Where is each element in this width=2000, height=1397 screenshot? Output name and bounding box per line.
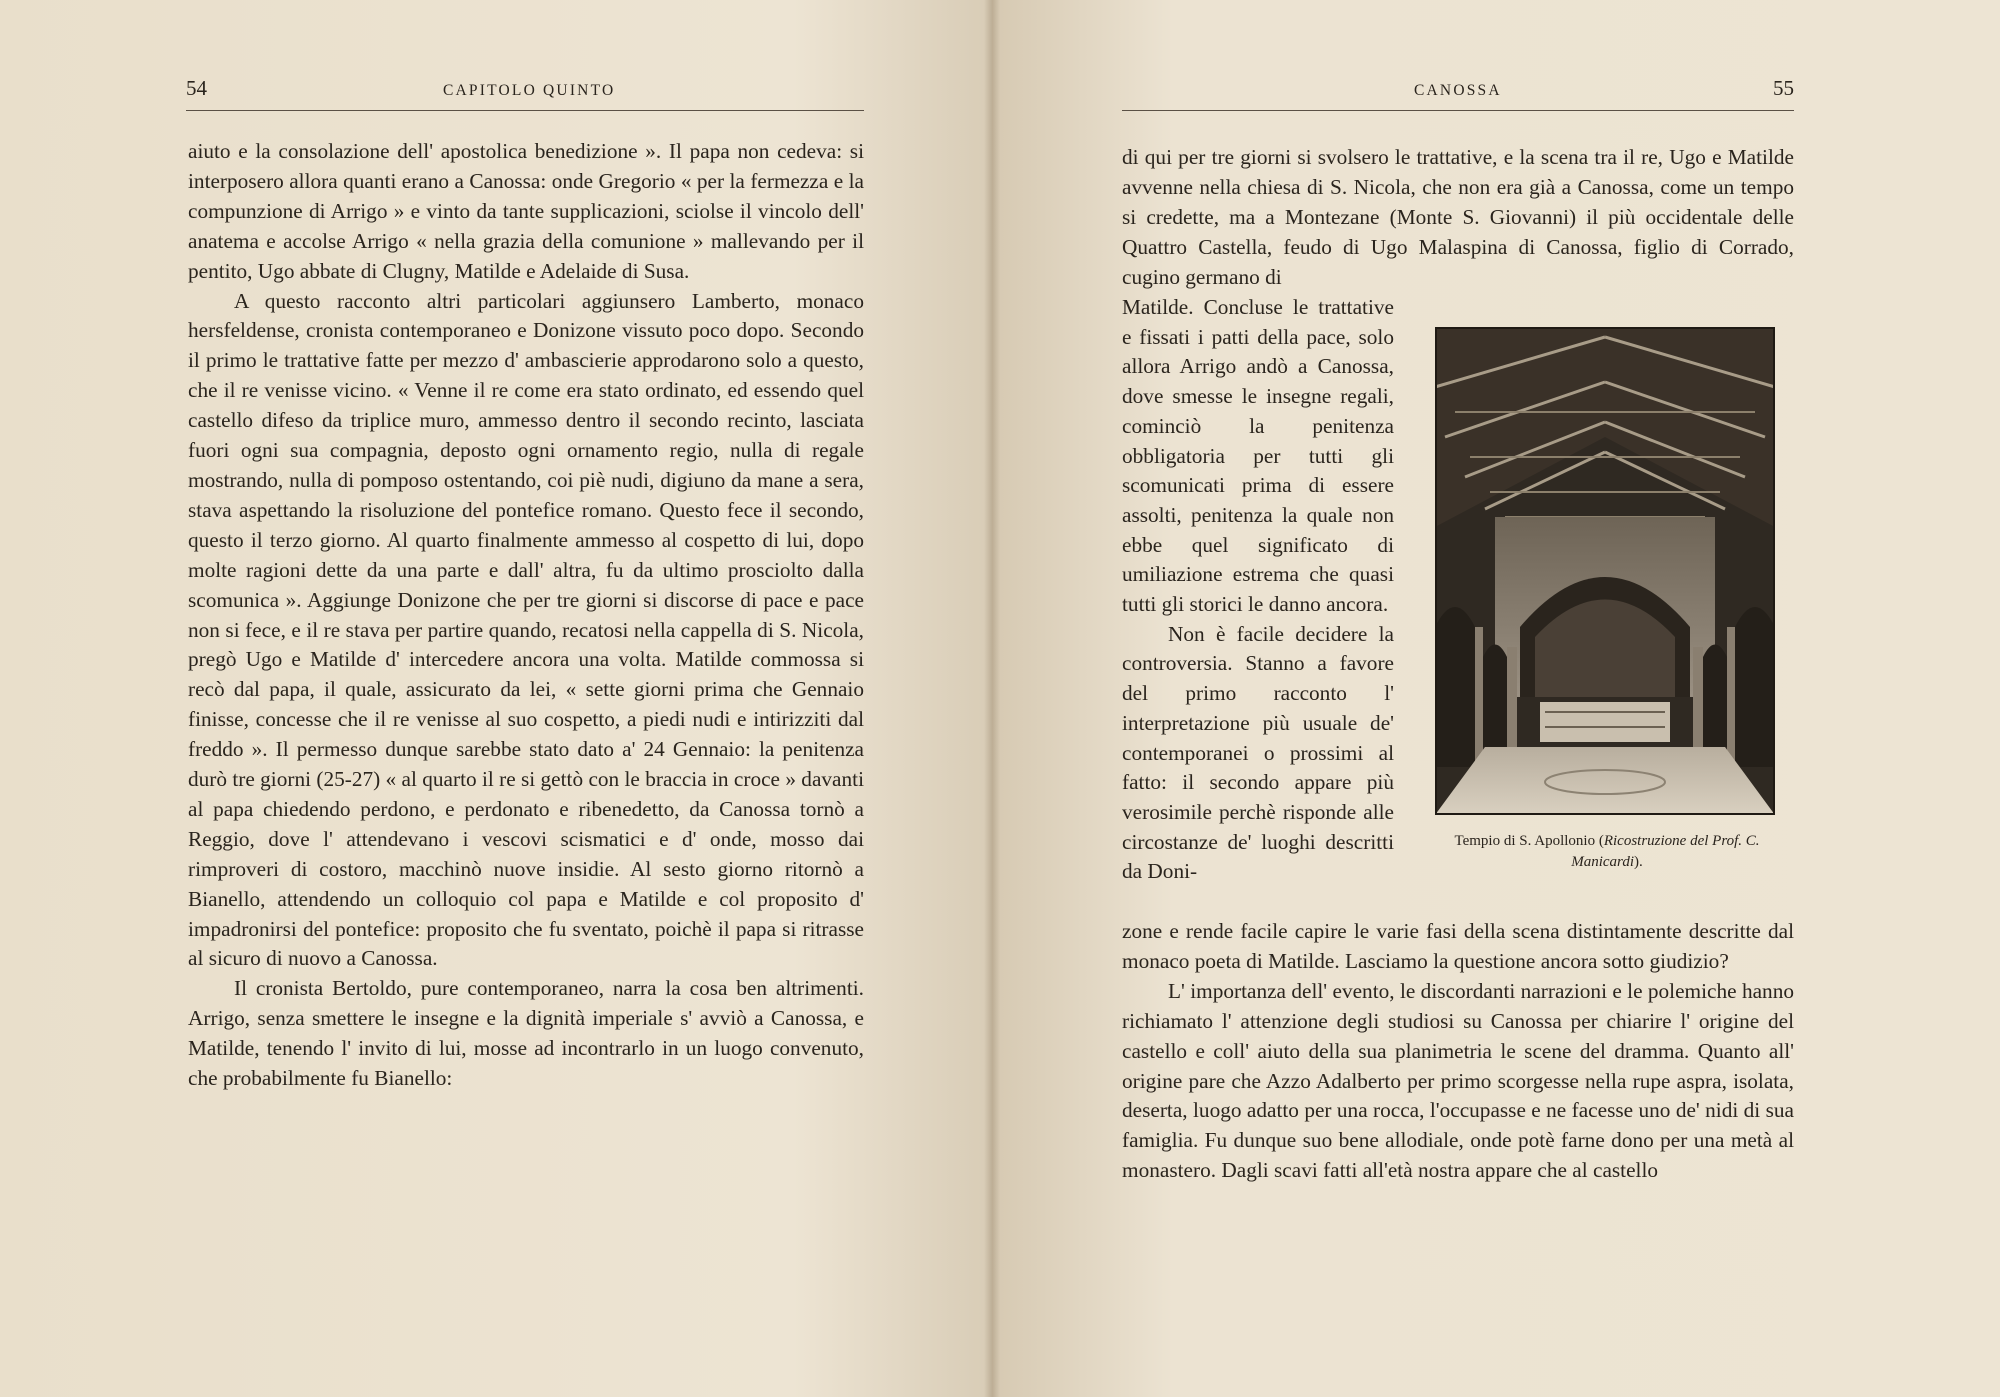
right-page-side-text xyxy=(1122,293,1394,887)
church-interior-illustration xyxy=(1435,327,1775,815)
left-page xyxy=(0,0,992,1397)
caption-text: Tempio di S. Apollonio ( xyxy=(1454,833,1604,849)
paragraph: Non è facile decidere la controversia. Stanno a favore del primo racconto l' interpretazione più usuale de' contemporanei o prossimi al fatto: il secondo appare più verosimile perchè risponde alle circostanze de' luoghi descritti da Doni- xyxy=(1122,621,1394,884)
caption-credit: Ricostruzione del Prof. C. Manicardi xyxy=(1571,833,1760,870)
left-page-body xyxy=(188,137,864,1094)
paragraph: L' importanza dell' evento, le discordanti narrazioni e le polemiche hanno richiamato l' attenzione degli studiosi su Canossa per chiarire l' origine del castello e coll' aiuto della sua planimetria le scene del dramma. Quanto all' origine pare che Azzo Adalberto per primo scorgesse nella rupe aspra, isolata, deserta, luogo adatto per una rocca, l'occupasse e ne facesse uno de' nidi di sua famiglia. Fu dunque suo bene allodiale, onde potè farne dono per una metà al monastero. Dagli scavi fatti all'età nostra appare che al castello xyxy=(1122,978,1794,1183)
running-title: CAPITOLO QUINTO xyxy=(443,82,616,99)
left-page-header xyxy=(186,74,864,111)
running-title: CANOSSA xyxy=(1414,82,1502,99)
church-figure xyxy=(1435,327,1781,873)
page-number: 55 xyxy=(1773,76,1794,100)
paragraph: A questo racconto altri particolari aggiunsero Lamberto, monaco hersfeldense, cronista contemporaneo e Donizone vissuto poco dopo. Secondo il primo le trattative fatte per mezzo d' ambascierie approdarono solo a questo, che il re venisse vicino. « Venne il re come era stato ordinato, ed essendo quel castello difeso da triplice muro, ammesso dentro il secondo recinto, lasciata fuori ogni sua compagnia, deposto ogni ornamento regio, nulla di regale mostrando, nulla di pomposo ostentando, coi piè nudi, digiuno da mane a sera, stava aspettando la risoluzione del pontefice romano. Questo fece il secondo, questo il terzo giorno. Al quarto finalmente ammesso al cospetto di lui, dopo molte ragioni dette da una parte e dall' altra, fu da ultimo prosciolto dalla scomunica ». Aggiunge Donizone che per tre giorni si discorse di pace e pace non si fece, e il re stava per partire quando, recatosi nella cappella di S. Nicola, pregò Ugo e Matilde d' intercedere ancora una volta. Matilde commossa si recò dal papa, il quale, assicurato da lei, « sette giorni prima che Gennaio finisse, concesse che il re venisse al suo cospetto, a piedi nudi e intirizziti dal freddo ». Il permesso dunque sarebbe stato dato a' 24 Gennaio: la penitenza durò tre giorni (25-27) « al quarto il re si gettò con le braccia in croce » davanti al papa chiedendo perdono, e perdonato e ribenedetto, da Canossa tornò a Reggio, dove l' attendevano i vescovi scismatici e d' onde, mosso dai rimproveri di costoro, macchinò nuove insidie. Al sesto giorno ritornò a Bianello, attendendo un colloquio col papa e Matilde e col proposito d' impadronirsi del pontefice: proposito che fu sventato, poichè il papa si ritrasse al sicuro di nuovo a Canossa. xyxy=(188,288,864,971)
page-number: 54 xyxy=(186,76,207,100)
right-page-bottom-text xyxy=(1122,917,1794,1186)
figure-caption xyxy=(1429,831,1785,873)
paragraph: zone e rende facile capire le varie fasi della scena distintamente descritte dal monaco poeta di Matilde. Lasciamo la questione ancora sotto giudizio? xyxy=(1122,919,1794,973)
right-page xyxy=(992,0,2000,1397)
right-page-top-text xyxy=(1122,143,1794,293)
paragraph: Il cronista Bertoldo, pure contemporaneo, narra la cosa ben altrimenti. Arrigo, senza smettere le insegne e la dignità imperiale s' avviò a Canossa, e Matilde, tenendo l' invito di lui, mosse ad incontrarlo in un luogo convenuto, che probabilmente fu Bianello: xyxy=(188,976,864,1091)
church-interior-drawing xyxy=(1435,327,1775,815)
caption-close: ). xyxy=(1634,854,1643,870)
paragraph: di qui per tre giorni si svolsero le trattative, e la scena tra il re, Ugo e Matilde avvenne nella chiesa di S. Nicola, che non era già a Canossa, come un tempo si credette, ma a Montezane (Monte S. Giovanni) il più occidentale delle Quattro Castella, feudo di Ugo Malaspina di Canossa, figlio di Corrado, cugino germano di xyxy=(1122,145,1794,289)
paragraph: aiuto e la consolazione dell' apostolica benedizione ». Il papa non cedeva: si interposero allora quanti erano a Canossa: onde Gregorio « per la fermezza e la compunzione di Arrigo » e vinto da tante supplicazioni, sciolse il vincolo dell' anatema e accolse Arrigo « nella grazia della comunione » mallevando per il pentito, Ugo abbate di Clugny, Matilde e Adelaide di Susa. xyxy=(188,139,864,283)
paragraph: Matilde. Concluse le trattative e fissati i patti della pace, solo allora Arrigo andò a Canossa, dove smesse le insegne regali, cominciò la penitenza obbligatoria per tutti gli scomunicati prima di essere assolti, penitenza la quale non ebbe quel significato di umiliazione estrema che quasi tutti gli storici le danno ancora. xyxy=(1122,295,1394,617)
right-page-header xyxy=(1122,74,1794,111)
book-gutter xyxy=(984,0,1000,1397)
